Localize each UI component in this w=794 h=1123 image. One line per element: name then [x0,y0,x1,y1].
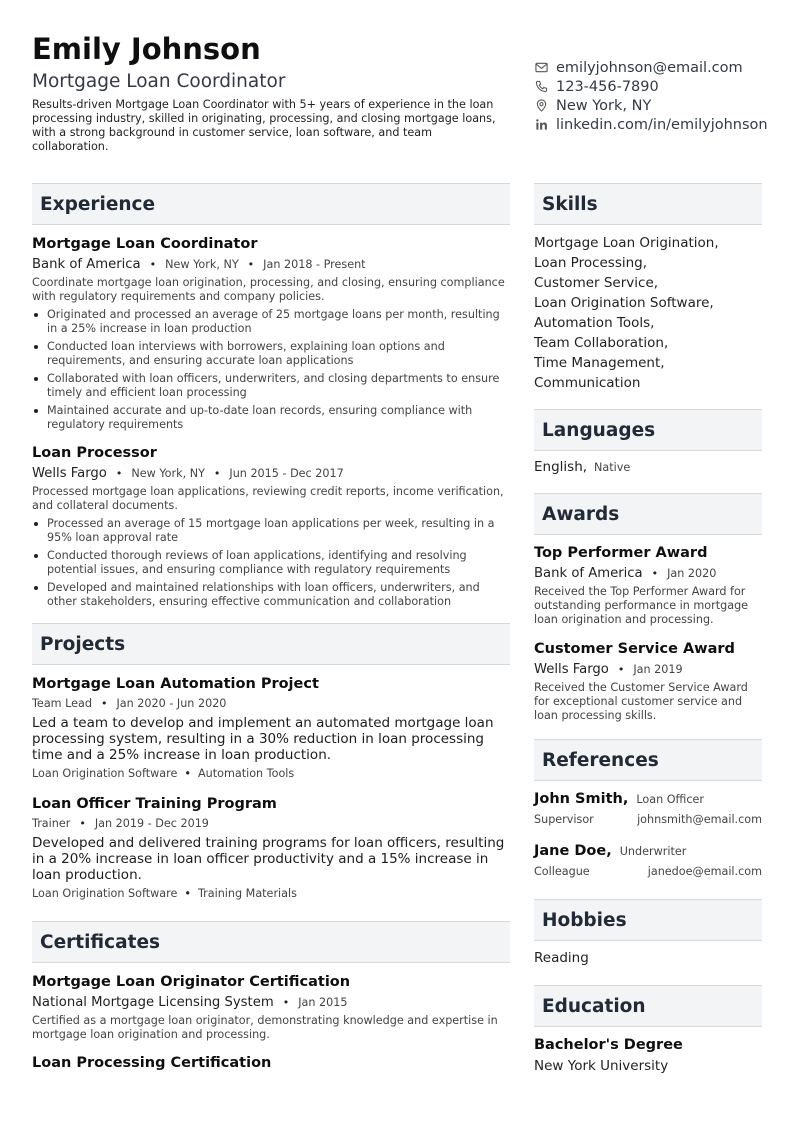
project-tag: Loan Origination Software [32,887,178,900]
language-item [534,459,762,475]
education-degree: Bachelor's Degree [534,1037,683,1053]
contact-linkedin[interactable] [534,115,794,134]
education-entry [534,1036,762,1075]
job-entry: Mortgage Loan Coordinator Bank of America • New York, NY • Jan 2018 - Present Coordinate mortgage loan origination, processing, and closing, ensuring compliance with regulatory requirements and company policies. Originated and processed an average of 25 mortgage loans per month, resulting in a 25% increase in loan production Conducted loan interviews with borrowers, explaining loan options and requirements, and ensuring accurate loan applications Collaborated with loan officers, underwriters, and closing departments to ensure timely and efficient loan processing Maintained accurate and up-to-date loan records, ensuring compliance with regulatory requirements [32,235,510,432]
job-description: Coordinate mortgage loan origination, processing, and closing, ensuring compliance with regulatory requirements and company policies. [32,276,505,303]
phone-text: 123-456-7890 [556,78,659,95]
contact-location [534,96,794,115]
contact-email[interactable] [534,58,794,77]
project-role: Team Lead [32,697,92,710]
education-school: New York University [534,1058,669,1074]
skill-item: Customer Service, [534,275,659,291]
references-heading: References [534,739,762,781]
contact-block [534,58,794,134]
certificate-title: Loan Processing Certification [32,1055,272,1071]
project-title: Loan Officer Training Program [32,796,277,812]
project-description: Developed and delivered training programs for loan officers, resulting in a 20% increase in loan officer productivity and a 15% increase in loan production. [32,835,505,883]
list-item: Collaborated with loan officers, underwriters, and closing departments to ensure timely and efficient loan processing [32,372,510,400]
project-dates: Jan 2019 - Dec 2019 [94,817,209,830]
list-item: Originated and processed an average of 25 mortgage loans per month, resulting in a 25% increase in loan production [32,308,510,336]
job-description: Processed mortgage loan applications, reviewing credit reports, income verification, and collateral documents. [32,485,504,512]
certificates-heading: Certificates [32,921,510,963]
left-column [32,183,510,1072]
reference-entry [534,842,762,879]
project-dates: Jan 2020 - Jun 2020 [116,697,227,710]
skill-item: Automation Tools, [534,315,655,331]
projects-heading: Projects [32,623,510,665]
email-text: emilyjohnson@email.com [556,59,743,76]
list-item: Conducted thorough reviews of loan applications, identifying and resolving potential issues, and ensuring compliance with regulatory requirements [32,549,510,577]
linkedin-text: linkedin.com/in/emilyjohnson [556,116,768,133]
skill-item: Loan Origination Software, [534,295,714,311]
certificate-issuer: National Mortgage Licensing System [32,995,274,1010]
candidate-name: Emily Johnson [32,32,261,66]
job-title: Loan Processor [32,445,157,461]
location-pin-icon [534,99,548,113]
project-tag: Automation Tools [197,767,295,780]
skills-list [534,233,762,393]
reference-name: John Smith, [534,791,629,807]
hobby-item: Reading [534,950,589,966]
summary-text: Results-driven Mortgage Loan Coordinator with 5+ years of experience in the loan processing industry, skilled in originating, processing, and closing mortgage loans, with a strong background in customer service, loan software, and team collaboration. [32,98,496,153]
skill-item: Loan Processing, [534,255,648,271]
project-tags: Loan Origination Software • Automation Tools [32,767,295,780]
reference-relation: Colleague [534,865,590,878]
reference-email[interactable]: johnsmith@email.com [637,813,762,826]
award-description: Received the Top Performer Award for outstanding performance in mortgage loan origination and processing. [534,585,749,626]
languages-heading: Languages [534,409,762,451]
contact-phone[interactable] [534,77,794,96]
awards-heading: Awards [534,493,762,535]
project-title: Mortgage Loan Automation Project [32,676,319,692]
skill-item: Team Collaboration, [534,335,669,351]
skill-item: Mortgage Loan Origination, [534,235,719,251]
job-dates: Jun 2015 - Dec 2017 [229,467,344,480]
job-dates: Jan 2018 - Present [263,258,366,271]
award-org: Bank of America [534,566,643,581]
reference-title: Loan Officer [636,793,704,806]
certificate-description: Certified as a mortgage loan originator, demonstrating knowledge and expertise in mortgage loan origination and processing. [32,1014,498,1041]
award-date: Jan 2019 [633,663,683,676]
linkedin-icon [534,118,548,132]
education-heading: Education [534,985,762,1027]
list-item: Conducted loan interviews with borrowers, explaining loan options and requirements, and ensuring accurate loan applications [32,340,510,368]
reference-relation: Supervisor [534,813,594,826]
job-bullets [32,308,510,432]
right-column [534,183,762,1075]
job-location: New York, NY [165,258,239,271]
skill-item: Time Management, [534,355,665,371]
skill-item: Communication [534,375,641,391]
mail-icon [534,61,548,75]
job-entry: Loan Processor Wells Fargo • New York, NY • Jun 2015 - Dec 2017 Processed mortgage loan applications, reviewing credit reports, income verification, and collateral documents. Processed an average of 15 mortgage loan applications per week, resulting in a 95% loan approval rate Conducted thorough reviews of loan applications, identifying and resolving potential issues, and ensuring compliance with regulatory requirements Developed and maintained relationships with loan officers, underwriters, and other stakeholders, ensuring effective communication and collaboration [32,444,510,609]
phone-icon [534,80,548,94]
reference-title: Underwriter [619,845,687,858]
job-bullets [32,517,510,609]
certificate-title: Mortgage Loan Originator Certification [32,974,351,990]
list-item: Processed an average of 15 mortgage loan applications per week, resulting in a 95% loan approval rate [32,517,510,545]
award-title: Customer Service Award [534,641,735,657]
list-item: Developed and maintained relationships with loan officers, underwriters, and other stakeholders, ensuring effective communication and collaboration [32,581,510,609]
project-tag: Loan Origination Software [32,767,178,780]
hobbies-heading: Hobbies [534,899,762,941]
award-title: Top Performer Award [534,545,708,561]
language-level: Native [594,461,631,474]
certificate-date: Jan 2015 [298,996,348,1009]
reference-entry [534,790,762,827]
location-text: New York, NY [556,97,652,114]
list-item: Maintained accurate and up-to-date loan records, ensuring compliance with regulatory requirements [32,404,510,432]
job-location: New York, NY [131,467,205,480]
reference-name: Jane Doe, [534,843,612,859]
project-description: Led a team to develop and implement an automated mortgage loan processing system, resulting in a 30% reduction in loan processing time and a 25% increase in loan production. [32,715,494,763]
award-description: Received the Customer Service Award for exceptional customer service and loan processing skills. [534,681,748,722]
job-company: Bank of America [32,257,141,272]
language-name: English, [534,459,588,475]
certificate-entry [32,1054,510,1072]
award-entry: Top Performer Award Bank of America • Jan 2020 Received the Top Performer Award for outstanding performance in mortgage loan origination and processing. [534,544,762,627]
certificate-entry: Mortgage Loan Originator Certification National Mortgage Licensing System • Jan 2015 Certified as a mortgage loan originator, demonstrating knowledge and expertise in mortgage loan origination and processing. [32,973,510,1042]
project-entry: Loan Officer Training Program Trainer • Jan 2019 - Dec 2019 Developed and delivered training programs for loan officers, resulting in a 20% increase in loan officer productivity and a 15% increase in loan production. Loan Origination Software • Training Materials [32,795,510,901]
award-org: Wells Fargo [534,662,609,677]
experience-heading: Experience [32,183,510,225]
award-date: Jan 2020 [667,567,717,580]
project-entry: Mortgage Loan Automation Project Team Lead • Jan 2020 - Jun 2020 Led a team to develop and implement an automated mortgage loan processing system, resulting in a 30% reduction in loan processing time and a 25% increase in loan production. Loan Origination Software • Automation Tools [32,675,510,781]
job-title: Mortgage Loan Coordinator [32,236,258,252]
reference-email[interactable]: janedoe@email.com [647,865,762,878]
project-tags: Loan Origination Software • Training Materials [32,887,297,900]
skills-heading: Skills [534,183,762,225]
candidate-title: Mortgage Loan Coordinator [32,71,286,92]
job-company: Wells Fargo [32,466,107,481]
project-role: Trainer [32,817,71,830]
award-entry: Customer Service Award Wells Fargo • Jan 2019 Received the Customer Service Award for exceptional customer service and loan processing skills. [534,640,762,723]
project-tag: Training Materials [197,887,297,900]
